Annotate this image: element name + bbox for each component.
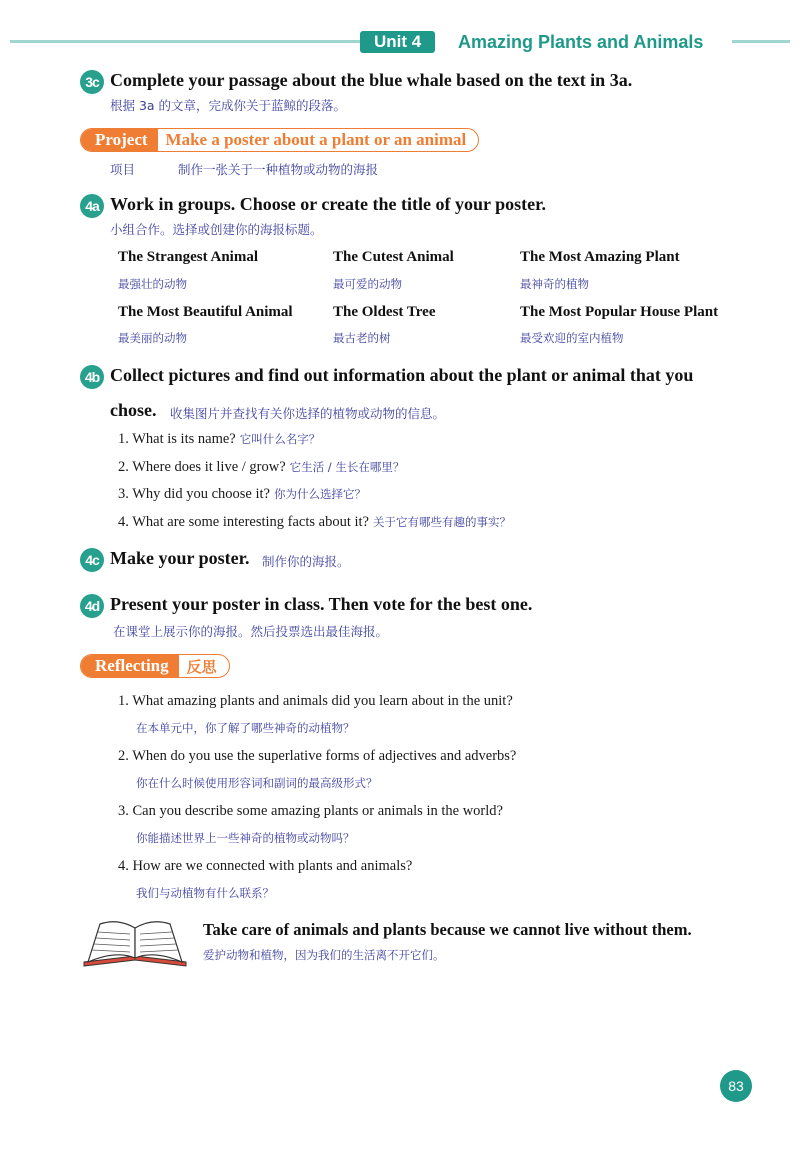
reflect-question-zh: 你能描述世界上一些神奇的植物或动物吗？ [136,831,355,845]
project-zh-text: 制作一张关于一种植物或动物的海报 [178,162,379,177]
header-rule-right [732,40,790,43]
project-zh-tag: 项目 [110,162,136,177]
reflecting-banner [80,654,230,678]
header-rule-left [10,40,375,43]
section-marker-3c: 3c [80,70,104,94]
page-number: 83 [720,1070,752,1102]
section-heading-4d: Present your poster in class. Then vote for the best one. [110,594,533,614]
section-heading-4b-line2: chose. [110,400,157,420]
poster-title-option: The Cutest Animal [333,249,454,265]
list-item-text: 4. What are some interesting facts about it? [118,514,369,530]
section-zh-3c: 根据 3a 的文章，完成你关于蓝鲸的段落。 [110,98,347,113]
section-heading-4b-line1: Collect pictures and find out information about the plant or animal that you [110,365,694,385]
section-marker-4b: 4b [80,365,104,389]
reflect-question: 3. Can you describe some amazing plants or animals in the world? [118,803,503,819]
list-item-zh: 你为什么选择它？ [273,487,366,501]
project-banner [80,128,479,152]
list-item-text: 2. Where does it live / grow? [118,459,286,475]
list-item-zh: 关于它有哪些有趣的事实？ [372,515,511,529]
reflect-question-zh: 我们与动植物有什么联系？ [136,886,274,900]
reflect-question: 1. What amazing plants and animals did you learn about in the unit? [118,693,513,709]
list-item-zh: 它生活 / 生长在哪里？ [289,460,405,474]
list-item [118,459,404,476]
section-heading-3c: Complete your passage about the blue whale based on the text in 3a. [110,70,633,90]
section-marker-4c: 4c [80,548,104,572]
section-heading-4a: Work in groups. Choose or create the title of your poster. [110,194,546,214]
reflect-question: 4. How are we connected with plants and animals? [118,858,413,874]
list-item-text: 3. Why did you choose it? [118,486,270,502]
closing-message-zh: 爱护动物和植物，因为我们的生活离不开它们。 [203,948,445,962]
list-item [118,514,511,531]
section-zh-4d: 在课堂上展示你的海报。然后投票选出最佳海报。 [113,624,389,639]
section-marker-4a: 4a [80,194,104,218]
poster-title-option: The Most Beautiful Animal [118,304,293,320]
section-zh-4a: 小组合作。选择或创建你的海报标题。 [110,222,323,237]
reflect-question: 2. When do you use the superlative forms of adjectives and adverbs? [118,748,517,764]
project-tag: Project [81,129,158,151]
poster-title-option-zh: 最美丽的动物 [118,331,187,345]
list-item [118,431,320,448]
poster-title-option-zh: 最受欢迎的室内植物 [520,331,624,345]
reflecting-zh-tag: 反思 [186,657,217,676]
poster-title-option-zh: 最强壮的动物 [118,277,187,291]
section-zh-4c: 制作你的海报。 [262,554,350,569]
reflect-question-zh: 你在什么时候使用形容词和副词的最高级形式？ [136,776,378,790]
list-item-zh: 它叫什么名字？ [239,432,321,446]
poster-title-option: The Most Amazing Plant [520,249,680,265]
open-book-icon [80,914,190,970]
section-marker-4d: 4d [80,594,104,618]
list-item-text: 1. What is its name? [118,431,236,447]
poster-title-option-zh: 最神奇的植物 [520,277,589,291]
unit-title: Amazing Plants and Animals [458,32,704,52]
project-text: Make a poster about a plant or an animal [165,130,467,149]
closing-message: Take care of animals and plants because we cannot live without them. [203,920,692,939]
reflect-question-zh: 在本单元中，你了解了哪些神奇的动植物？ [136,721,355,735]
poster-title-option: The Most Popular House Plant [520,304,719,320]
reflecting-tag: Reflecting [81,655,179,677]
poster-title-option-zh: 最可爱的动物 [333,277,402,291]
unit-badge: Unit 4 [360,31,435,53]
poster-title-option: The Strangest Animal [118,249,259,265]
list-item [118,486,366,503]
section-zh-4b: 收集图片并查找有关你选择的植物或动物的信息。 [170,406,446,421]
poster-title-option-zh: 最古老的树 [333,331,391,345]
section-heading-4c: Make your poster. [110,548,250,568]
poster-title-option: The Oldest Tree [333,304,436,320]
